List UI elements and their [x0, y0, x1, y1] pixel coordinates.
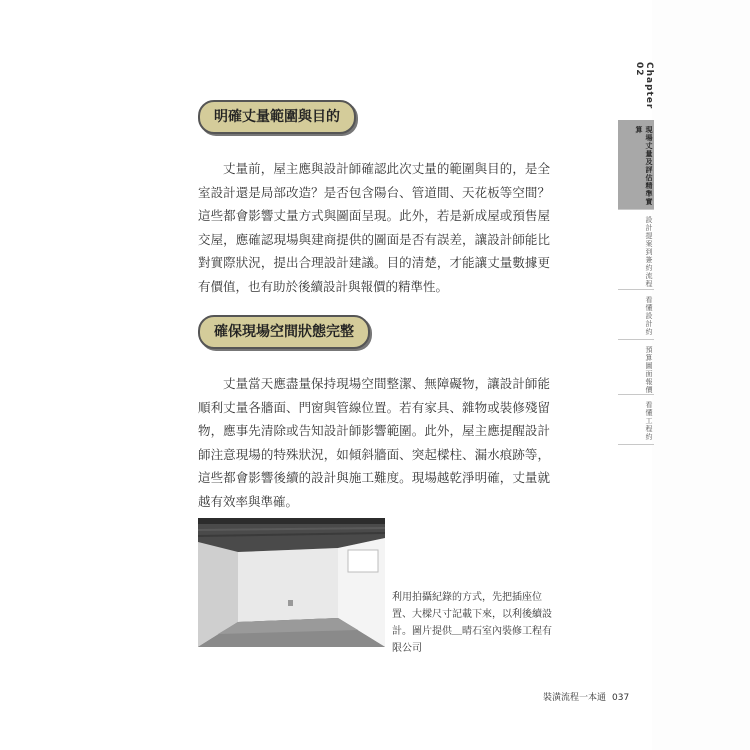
tab-topic-5: 看懂工程約	[618, 395, 654, 445]
section-heading-2: 確保現場空間狀態完整	[198, 315, 370, 349]
tab-current-topic: 現場丈量及評估精準實算	[618, 120, 654, 210]
section-heading-1: 明確丈量範圍與目的	[198, 100, 356, 134]
tab-topic-2: 設計提案到簽約流程	[618, 210, 654, 290]
page-number: 037	[612, 693, 630, 703]
page-margin	[652, 0, 750, 750]
room-photo	[198, 518, 385, 647]
book-title: 裝潢流程一本通	[543, 693, 607, 703]
section-paragraph-2: 丈量當天應盡量保持現場空間整潔、無障礙物，讓設計師能順利丈量各牆面、門窗與管線位置。若有家具、雜物或裝修殘留物，應事先清除或告知設計師影響範圍。此外，屋主應提醒設計師注意現場的特殊狀況，如傾斜牆面、突起樑柱、漏水痕跡等，這些都會影響後續的設計與施工難度。現場越乾淨明確，丈量就越有效率與準確。	[198, 376, 550, 509]
room-photo-illustration	[198, 518, 385, 647]
section-paragraph-1: 丈量前，屋主應與設計師確認此次丈量的範圍與目的，是全室設計還是局部改造？是否包含陽台、管道間、天花板等空間？這些都會影響丈量方式與圖面呈現。此外，若是新成屋或預售屋交屋，應確認現場與建商提供的圖面是否有誤差，讓設計師能比對實際狀況，提出合理設計建議。目的清楚，才能讓丈量數據更有價值，也有助於後續設計與報價的精準性。	[198, 161, 550, 294]
chapter-tabs	[618, 120, 654, 445]
photo-caption: 利用拍攝紀錄的方式，先把插座位置、大樑尺寸記載下來，以利後續設計。圖片提供＿晴石室內裝修工程有限公司	[392, 592, 552, 654]
tab-topic-4: 預算圖面報價	[618, 340, 654, 395]
tab-topic-3: 看懂設計約	[618, 290, 654, 340]
page-footer	[543, 690, 629, 703]
chapter-label: Chapter 02	[634, 62, 654, 110]
